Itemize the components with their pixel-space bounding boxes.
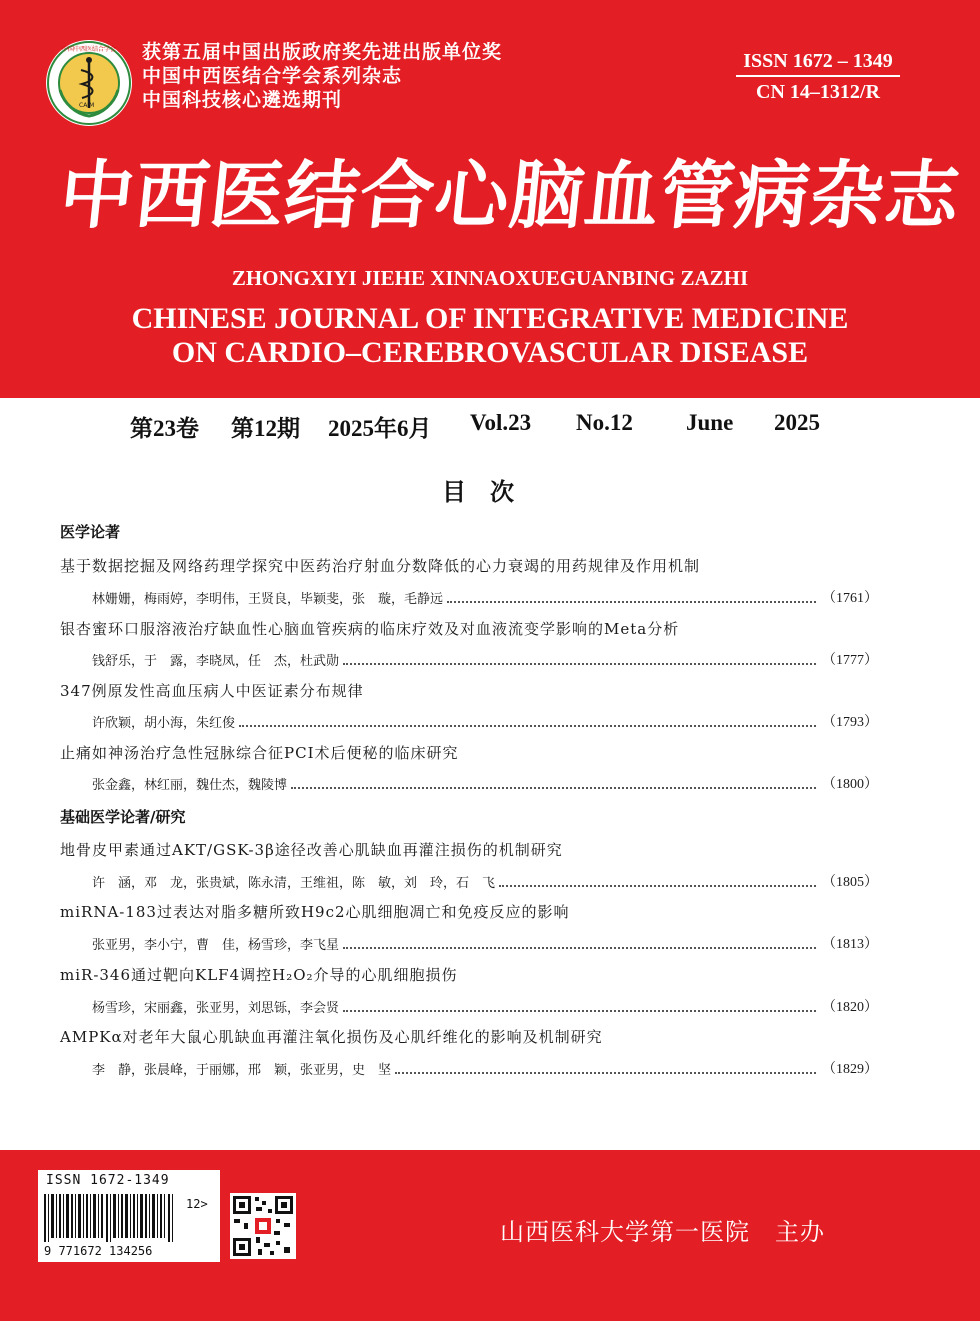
sponsor-text: 山西医科大学第一医院 主办 [500,1218,825,1246]
toc-heading: 目次 [442,478,538,506]
article-authors-row [92,649,878,669]
qr-code-icon[interactable] [230,1193,296,1259]
issn-divider [736,75,900,77]
year-en: 2025 [774,410,820,435]
dot-leader [499,884,816,887]
journal-title-pinyin: ZHONGXIYI JIEHE XINNAOXUEGUANBING ZAZHI [231,266,749,290]
english-title-line-2: ON CARDIO–CEREBROVASCULAR DISEASE [171,336,809,369]
article-authors: 张亚男，李小宁，曹 佳，杨雪珍，李飞星 [92,938,340,953]
article-title[interactable]: 347例原发性高血压病人中医证素分布规律 [60,682,364,700]
section-heading: 医学论著 [60,523,121,541]
date-cn: 2025年6月 [328,416,432,441]
dot-leader [239,724,816,727]
article-authors-row [92,711,878,731]
article-authors-row [92,996,878,1016]
award-line-1: 获第五届中国出版政府奖先进出版单位奖 [142,41,503,63]
award-line-3: 中国科技核心遴选期刊 [142,89,343,111]
logo-caption: 中国中西医结合学会 [61,46,116,53]
society-logo [46,40,132,126]
article-authors: 许欣颖，胡小海，朱红俊 [92,716,236,731]
journal-title-chinese: 中西医结合心脑血管病杂志 [55,153,965,239]
section-heading: 基础医学论著/研究 [60,808,186,826]
article-authors: 林姗姗，梅雨婷，李明伟，王贤良，毕颖斐，张 璇，毛静远 [92,592,444,607]
article-page[interactable]: （1805） [822,875,878,890]
article-authors-row [92,871,878,891]
number-en: No.12 [576,410,633,435]
article-title[interactable]: 银杏蜜环口服溶液治疗缺血性心脑血管疾病的临床疗效及对血液流变学影响的Meta分析 [60,620,680,638]
journal-title-english [0,302,980,370]
dot-leader [395,1071,816,1074]
barcode-issn: ISSN 1672-1349 [46,1173,170,1188]
award-lines [142,40,502,112]
article-title[interactable]: 基于数据挖掘及网络药理学探究中医药治疗射血分数降低的心力衰竭的用药规律及作用机制 [60,557,701,575]
article-authors: 许 涵，邓 龙，张贵斌，陈永清，王维祖，陈 敏，刘 玲，石 飞 [92,876,496,891]
article-authors-row [92,587,878,607]
cn-number: CN 14–1312/R [756,81,880,103]
article-title[interactable]: miR-346通过靶向KLF4调控H₂O₂介导的心肌细胞损伤 [60,966,458,984]
article-page[interactable]: （1800） [822,777,878,792]
article-authors-row [92,1058,878,1078]
article-page[interactable]: （1820） [822,1000,878,1015]
article-title[interactable]: 地骨皮甲素通过AKT/GSK-3β途径改善心肌缺血再灌注损伤的机制研究 [60,841,563,859]
article-authors: 张金鑫，林红丽，魏仕杰，魏陵博 [92,778,288,793]
article-authors: 杨雪珍，宋丽鑫，张亚男，刘思铄，李会贤 [92,1001,340,1016]
dot-leader [291,786,816,789]
barcode-panel [38,1170,220,1262]
article-title[interactable]: 止痛如神汤治疗急性冠脉综合征PCI术后便秘的临床研究 [60,744,459,762]
dot-leader [343,1009,816,1012]
article-page[interactable]: （1761） [822,591,878,606]
article-page[interactable]: （1793） [822,715,878,730]
issn-number: ISSN 1672 – 1349 [743,50,893,72]
dot-leader [343,662,816,665]
english-title-line-1: CHINESE JOURNAL OF INTEGRATIVE MEDICINE [131,302,849,335]
article-authors: 李 静，张晨峰，于丽娜，邢 颖，张亚男，史 坚 [92,1063,392,1078]
month-en: June [686,410,734,435]
article-title[interactable]: miRNA-183过表达对脂多糖所致H9c2心肌细胞凋亡和免疫反应的影响 [60,903,570,921]
article-page[interactable]: （1813） [822,937,878,952]
issn-block [730,48,906,105]
article-page[interactable]: （1829） [822,1062,878,1077]
award-line-2: 中国中西医结合学会系列杂志 [142,65,403,87]
barcode-addon: 12> [186,1197,208,1211]
barcode-number: 9 771672 134256 [44,1244,153,1258]
barcode-icon [44,1194,184,1242]
logo-abbr: CAIM [79,102,95,109]
volume-cn: 第23卷 [130,416,199,441]
article-title[interactable]: AMPKα对老年大鼠心肌缺血再灌注氧化损伤及心肌纤维化的影响及机制研究 [60,1028,603,1046]
article-authors-row [92,773,878,793]
article-page[interactable]: （1777） [822,653,878,668]
article-authors-row [92,933,878,953]
dot-leader [447,600,816,603]
dot-leader [343,946,816,949]
article-authors: 钱舒乐，于 露，李晓凤，任 杰，杜武勋 [92,654,340,669]
volume-en: Vol.23 [470,410,532,435]
number-cn: 第12期 [231,416,300,441]
